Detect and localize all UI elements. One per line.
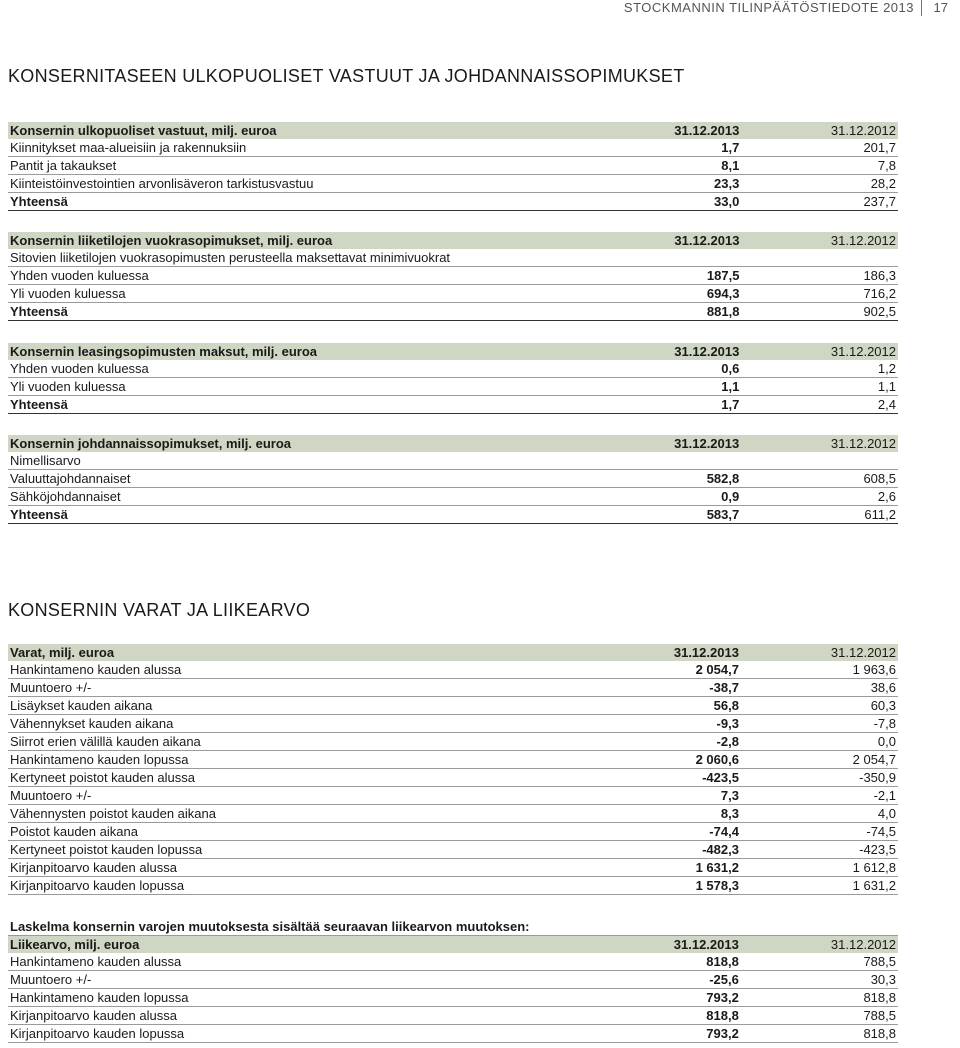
table-row [8,953,898,971]
value-2013: 1,7 [585,139,742,157]
value-2013: 0,6 [585,360,742,378]
table-row [8,285,898,303]
table-row [8,661,898,679]
row-label: Pantit ja takaukset [8,157,585,175]
value-2012: 31.12.2012 [741,936,898,954]
value-2012: 1 963,6 [741,661,898,679]
value-2013: 23,3 [585,175,742,193]
row-label: Kirjanpitoarvo kauden alussa [8,859,584,877]
running-header [0,0,960,26]
row-label: Yli vuoden kuluessa [8,285,585,303]
table-row [8,877,898,895]
value-2013: 31.12.2013 [585,435,742,452]
value-2012: 31.12.2012 [741,435,898,452]
table-header-row [8,122,898,139]
value-2013: 7,3 [584,787,741,805]
value-2012: 902,5 [741,303,898,321]
row-label: Liikearvo, milj. euroa [8,936,584,954]
value-2012: -74,5 [741,823,898,841]
value-2012: 1,1 [741,378,898,396]
row-label: Hankintameno kauden alussa [8,661,584,679]
value-2012: -2,1 [741,787,898,805]
table-row [8,841,898,859]
row-label: Yhteensä [8,303,585,321]
row-label: Yhden vuoden kuluessa [8,267,585,285]
table-header-row [8,232,898,249]
table-row [8,697,898,715]
row-label: Lisäykset kauden aikana [8,697,584,715]
table-subheading [8,249,898,267]
value-2012: 818,8 [741,1025,898,1043]
row-label: Vähennysten poistot kauden aikana [8,805,584,823]
table-row [8,175,898,193]
table-row [8,157,898,175]
value-2012: 201,7 [741,139,898,157]
table-row [8,715,898,733]
value-2012: 788,5 [741,1007,898,1025]
table-row [8,679,898,697]
table-row [8,989,898,1007]
table-header-row [8,936,898,954]
value-2013: 793,2 [584,1025,741,1043]
row-label: Kirjanpitoarvo kauden lopussa [8,877,584,895]
row-label: Hankintameno kauden alussa [8,953,584,971]
value-2013: 8,3 [584,805,741,823]
value-2013: 56,8 [584,697,741,715]
table-header-row [8,435,898,452]
row-label: Kertyneet poistot kauden alussa [8,769,584,787]
row-label: Yhden vuoden kuluessa [8,360,585,378]
value-2012: 28,2 [741,175,898,193]
value-2012: 2,6 [741,488,898,506]
table-row [8,1007,898,1025]
value-2012: 31.12.2012 [741,232,898,249]
table-total-row [8,193,898,211]
table-leasing-payments [8,343,898,414]
value-2013: 818,8 [584,953,741,971]
table-row [8,805,898,823]
value-2012: 31.12.2012 [741,343,898,360]
value-2013: 2 054,7 [584,661,741,679]
row-label: Konsernin ulkopuoliset vastuut, milj. euroa [8,122,585,139]
value-2013: 0,9 [585,488,742,506]
value-2012: 4,0 [741,805,898,823]
row-label: Yli vuoden kuluessa [8,378,585,396]
table-total-row [8,506,898,524]
row-label: Siirrot erien välillä kauden aikana [8,733,584,751]
section-title-assets: KONSERNIN VARAT JA LIIKEARVO [8,600,311,620]
table-commitments [8,122,898,211]
value-2013: 33,0 [585,193,742,211]
row-label: Kiinnitykset maa-alueisiin ja rakennuksiin [8,139,585,157]
value-2012: -423,5 [741,841,898,859]
value-2013: 1,7 [585,396,742,414]
row-label: Muuntoero +/- [8,679,584,697]
publication-title: STOCKMANNIN TILINPÄÄTÖSTIEDOTE 2013 [623,0,914,15]
table-subheading-text: Sitovien liiketilojen vuokrasopimusten perusteella maksettavat minimivuokrat [8,249,898,267]
row-label: Hankintameno kauden lopussa [8,989,584,1007]
row-label: Konsernin johdannaissopimukset, milj. euroa [8,435,585,452]
row-label: Yhteensä [8,193,585,211]
table-assets [8,644,898,895]
table-intro-text: Laskelma konsernin varojen muutoksesta sisältää seuraavan liikearvon muutoksen: [8,918,898,936]
row-label: Kertyneet poistot kauden lopussa [8,841,584,859]
header-divider [921,0,922,16]
row-label: Kiinteistöinvestointien arvonlisäveron tarkistusvastuu [8,175,585,193]
value-2012: 2,4 [741,396,898,414]
value-2013: 8,1 [585,157,742,175]
table-row [8,787,898,805]
table-row [8,139,898,157]
table-row [8,971,898,989]
table-row [8,769,898,787]
value-2013: -38,7 [584,679,741,697]
value-2013: -74,4 [584,823,741,841]
table-row [8,470,898,488]
value-2013: 583,7 [585,506,742,524]
value-2013: 1 578,3 [584,877,741,895]
table-goodwill [8,918,898,1043]
table-total-row [8,303,898,321]
table-lease-agreements [8,232,898,321]
row-label: Yhteensä [8,396,585,414]
value-2013: -25,6 [584,971,741,989]
table-row [8,1025,898,1043]
row-label: Sähköjohdannaiset [8,488,585,506]
value-2013: 31.12.2013 [585,232,742,249]
value-2012: 186,3 [741,267,898,285]
value-2013: -423,5 [584,769,741,787]
section-title-commitments: KONSERNITASEEN ULKOPUOLISET VASTUUT JA JOHDANNAISSOPIMUKSET [8,66,685,86]
row-label: Kirjanpitoarvo kauden alussa [8,1007,584,1025]
value-2012: 716,2 [741,285,898,303]
value-2013: 793,2 [584,989,741,1007]
value-2012: -7,8 [741,715,898,733]
row-label: Poistot kauden aikana [8,823,584,841]
row-label: Muuntoero +/- [8,787,584,805]
value-2013: 1,1 [585,378,742,396]
table-row [8,751,898,769]
value-2013: 31.12.2013 [585,122,742,139]
table-total-row [8,396,898,414]
value-2012: 31.12.2012 [741,644,898,661]
value-2013: 1 631,2 [584,859,741,877]
value-2012: 1,2 [741,360,898,378]
table-row [8,859,898,877]
value-2012: 38,6 [741,679,898,697]
table-row [8,823,898,841]
row-label: Konsernin leasingsopimusten maksut, milj. euroa [8,343,585,360]
value-2013: 818,8 [584,1007,741,1025]
table-row [8,267,898,285]
value-2012: 788,5 [741,953,898,971]
row-label: Valuuttajohdannaiset [8,470,585,488]
value-2013: 2 060,6 [584,751,741,769]
value-2012: 608,5 [741,470,898,488]
value-2012: 30,3 [741,971,898,989]
value-2013: 881,8 [585,303,742,321]
row-label: Vähennykset kauden aikana [8,715,584,733]
value-2012: 818,8 [741,989,898,1007]
table-row [8,360,898,378]
value-2012: 7,8 [741,157,898,175]
value-2012: 60,3 [741,697,898,715]
value-2012: 1 612,8 [741,859,898,877]
page-number: 17 [933,0,948,15]
table-subheading [8,452,898,470]
row-label: Yhteensä [8,506,585,524]
value-2012: -350,9 [741,769,898,787]
value-2012: 1 631,2 [741,877,898,895]
table-row [8,733,898,751]
row-label: Muuntoero +/- [8,971,584,989]
value-2013: 31.12.2013 [584,936,741,954]
value-2013: 694,3 [585,285,742,303]
row-label: Konsernin liiketilojen vuokrasopimukset, milj. euroa [8,232,585,249]
value-2013: 187,5 [585,267,742,285]
value-2012: 31.12.2012 [741,122,898,139]
value-2013: -9,3 [584,715,741,733]
value-2013: 31.12.2013 [584,644,741,661]
table-row [8,378,898,396]
value-2012: 0,0 [741,733,898,751]
table-header-row [8,343,898,360]
value-2012: 611,2 [741,506,898,524]
value-2012: 237,7 [741,193,898,211]
table-subheading-text: Nimellisarvo [8,452,898,470]
value-2013: -482,3 [584,841,741,859]
table-derivatives [8,435,898,524]
row-label: Varat, milj. euroa [8,644,584,661]
value-2012: 2 054,7 [741,751,898,769]
row-label: Kirjanpitoarvo kauden lopussa [8,1025,584,1043]
table-row [8,488,898,506]
value-2013: 31.12.2013 [585,343,742,360]
table-header-row [8,644,898,661]
table-intro [8,918,898,936]
row-label: Hankintameno kauden lopussa [8,751,584,769]
value-2013: -2,8 [584,733,741,751]
value-2013: 582,8 [585,470,742,488]
